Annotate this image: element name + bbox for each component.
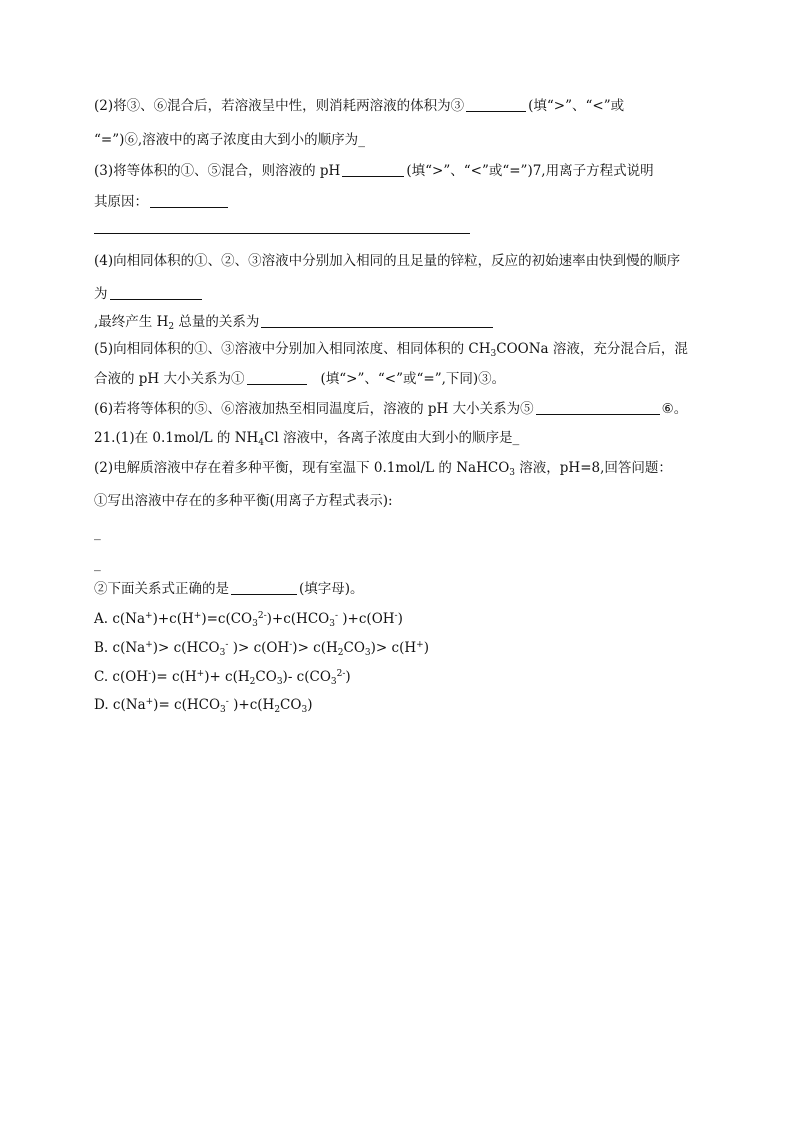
q21-answer-blank-3[interactable]: _ [94, 556, 101, 572]
q5-answer-blank[interactable] [247, 370, 307, 385]
q2-answer-blank-2[interactable]: _ [358, 132, 365, 148]
q2-line-2: “=”)⑥,溶液中的离子浓度由大到小的顺序为_ [94, 132, 365, 148]
option-b[interactable]: B. $c(Na^+)> c(HCO_3^-$ )> $c(OH^-)> c(H_2CO_3)> c(H^+)$ [94, 640, 429, 658]
q6-line-1: (6)若将等体积的⑤、⑥溶液加热至相同温度后，溶液的 pH 大小关系为⑤ ⑥。 [94, 401, 688, 417]
q2-line-1: (2)将③、⑥混合后，若溶液呈中性，则消耗两溶液的体积为③ (填“>”、“<”或 [94, 98, 625, 114]
q3-answer-blank-1[interactable] [342, 162, 404, 177]
q4-line-3: ,最终产生 $H_2$ 总量的关系为 [94, 313, 495, 331]
q21-line-2: (2)电解质溶液中存在着多种平衡，现有室温下 0.1mol/L 的 NaHCO$_3$ 溶液，pH=8,回答问题： [94, 460, 672, 478]
q4-line-2: 为 [94, 285, 204, 303]
q5-line-1: (5)向相同体积的①、③溶液中分别加入相同浓度、相同体积的 $CH_3COONa$ 溶液，充分混合后，混 [94, 341, 688, 359]
q21-line-6: ②下面关系式正确的是 (填字母)。 [94, 581, 364, 597]
option-a[interactable]: A. $c(Na^+)+c(H^+)=c(CO_3^{2-})+c(HCO_3^-$ )+c(OH-) [94, 611, 403, 629]
q21-line-3: ①写出溶液中存在的多种平衡(用离子方程式表示): [94, 493, 393, 509]
q21-line-1: 21.(1)在 0.1mol/L 的 $NH_4Cl$ 溶液中，各离子浓度由大到小的顺序是_ [94, 430, 520, 448]
q21-answer-blank-4[interactable] [231, 580, 297, 595]
option-d[interactable]: D. $c(Na^+)= c(HCO_3^-$ )$+c(H_2CO_3)$ [94, 697, 313, 715]
q2-answer-blank-1[interactable] [466, 97, 526, 112]
q5-line-2: 合液的 pH 大小关系为① (填“>”、“<”或“=”,下同)③。 [94, 371, 506, 387]
q3-line-2: 其原因： [94, 193, 230, 211]
q4-line-1: (4)向相同体积的①、②、③溶液中分别加入相同的且足量的锌粒，反应的初始速率由快到慢的顺序 [94, 253, 681, 269]
q4-answer-blank-1[interactable] [110, 285, 202, 300]
option-c[interactable]: C. $c(OH^-)= c(H^+)+ c(H_2CO_3)-$ $c(CO_3^{2-})$ [94, 669, 351, 687]
q3-answer-line[interactable] [94, 233, 470, 234]
q21-answer-blank-2[interactable]: _ [94, 525, 101, 541]
q21-answer-blank-1[interactable]: _ [512, 430, 520, 446]
q6-answer-blank[interactable] [536, 400, 660, 415]
q3-line-1: (3)将等体积的①、⑤混合，则溶液的 pH (填“>”、“<”或“=”)7,用离子方程式说明 [94, 163, 654, 179]
q3-answer-blank-2[interactable] [150, 193, 228, 208]
q4-answer-blank-2[interactable] [261, 313, 493, 328]
